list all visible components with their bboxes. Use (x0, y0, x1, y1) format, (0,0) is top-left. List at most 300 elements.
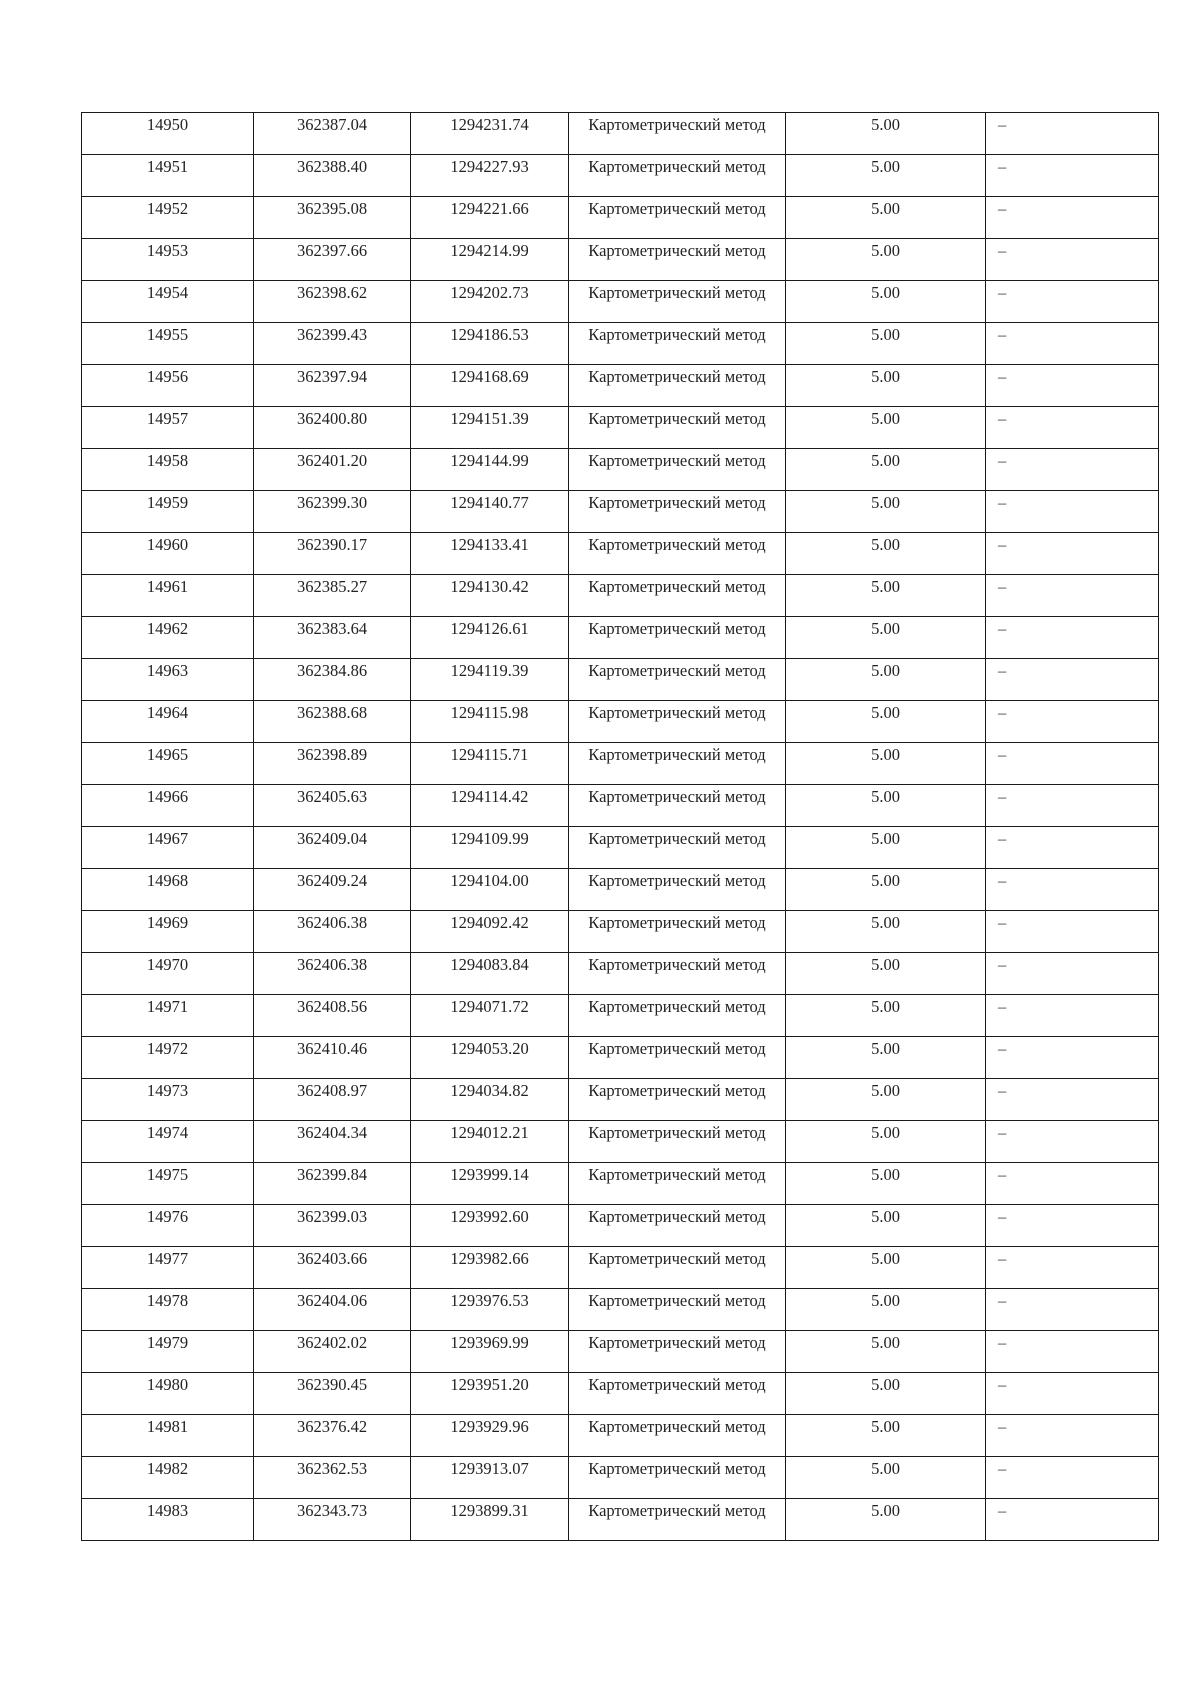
accuracy-cell-text: 5.00 (871, 1207, 900, 1226)
point-number-cell-text: 14969 (146, 913, 189, 932)
x-coordinate-cell-text: 362388.40 (296, 157, 368, 176)
x-coordinate-cell (254, 155, 411, 197)
method-cell (569, 953, 786, 995)
x-coordinate-cell (254, 1289, 411, 1331)
point-number-cell-text: 14965 (146, 745, 189, 764)
method-cell (569, 1079, 786, 1121)
y-coordinate-cell (411, 113, 569, 155)
y-coordinate-cell-text: 1294214.99 (450, 241, 529, 260)
note-cell (986, 659, 1159, 701)
x-coordinate-cell (254, 365, 411, 407)
point-number-cell-text: 14982 (146, 1459, 189, 1478)
note-cell (986, 323, 1159, 365)
x-coordinate-cell (254, 575, 411, 617)
x-coordinate-cell-text: 362387.04 (296, 115, 368, 134)
point-number-cell-text: 14983 (146, 1501, 189, 1520)
note-cell (986, 995, 1159, 1037)
y-coordinate-cell (411, 1457, 569, 1499)
y-coordinate-cell-text: 1293969.99 (450, 1333, 529, 1352)
point-number-cell (82, 617, 254, 659)
method-cell-text: Картометрический метод (588, 871, 766, 890)
table-row (82, 743, 1159, 785)
accuracy-cell-text: 5.00 (871, 115, 900, 134)
y-coordinate-cell (411, 1289, 569, 1331)
point-number-cell (82, 491, 254, 533)
x-coordinate-cell-text: 362398.62 (296, 283, 368, 302)
accuracy-cell (786, 785, 986, 827)
x-coordinate-cell-text: 362403.66 (296, 1249, 368, 1268)
table-row (82, 953, 1159, 995)
y-coordinate-cell (411, 323, 569, 365)
y-coordinate-cell-text: 1293899.31 (450, 1501, 529, 1520)
y-coordinate-cell (411, 1163, 569, 1205)
accuracy-cell-text: 5.00 (871, 409, 900, 428)
note-cell-text: – (998, 1123, 1007, 1142)
y-coordinate-cell-text: 1294133.41 (450, 535, 529, 554)
table-row (82, 155, 1159, 197)
point-number-cell (82, 1289, 254, 1331)
accuracy-cell (786, 323, 986, 365)
x-coordinate-cell (254, 1205, 411, 1247)
accuracy-cell (786, 1499, 986, 1541)
method-cell (569, 1331, 786, 1373)
note-cell-text: – (998, 661, 1007, 680)
y-coordinate-cell-text: 1293992.60 (450, 1207, 529, 1226)
accuracy-cell-text: 5.00 (871, 745, 900, 764)
note-cell (986, 281, 1159, 323)
table-row (82, 1499, 1159, 1541)
x-coordinate-cell-text: 362402.02 (296, 1333, 368, 1352)
accuracy-cell-text: 5.00 (871, 1333, 900, 1352)
accuracy-cell-text: 5.00 (871, 241, 900, 260)
accuracy-cell-text: 5.00 (871, 871, 900, 890)
accuracy-cell-text: 5.00 (871, 577, 900, 596)
note-cell-text: – (998, 1207, 1007, 1226)
accuracy-cell (786, 911, 986, 953)
method-cell-text: Картометрический метод (588, 1459, 766, 1478)
point-number-cell (82, 533, 254, 575)
note-cell (986, 869, 1159, 911)
point-number-cell (82, 953, 254, 995)
accuracy-cell (786, 239, 986, 281)
method-cell-text: Картометрический метод (588, 493, 766, 512)
method-cell-text: Картометрический метод (588, 199, 766, 218)
point-number-cell-text: 14958 (146, 451, 189, 470)
x-coordinate-cell (254, 869, 411, 911)
x-coordinate-cell (254, 197, 411, 239)
table-row (82, 785, 1159, 827)
method-cell (569, 869, 786, 911)
x-coordinate-cell-text: 362401.20 (296, 451, 368, 470)
accuracy-cell-text: 5.00 (871, 1459, 900, 1478)
method-cell-text: Картометрический метод (588, 451, 766, 470)
y-coordinate-cell-text: 1294140.77 (450, 493, 529, 512)
point-number-cell-text: 14951 (146, 157, 189, 176)
accuracy-cell (786, 491, 986, 533)
point-number-cell-text: 14955 (146, 325, 189, 344)
point-number-cell-text: 14972 (146, 1039, 189, 1058)
y-coordinate-cell (411, 995, 569, 1037)
method-cell-text: Картометрический метод (588, 535, 766, 554)
method-cell (569, 1415, 786, 1457)
accuracy-cell (786, 659, 986, 701)
x-coordinate-cell-text: 362395.08 (296, 199, 368, 218)
point-number-cell (82, 1037, 254, 1079)
point-number-cell-text: 14973 (146, 1081, 189, 1100)
x-coordinate-cell-text: 362406.38 (296, 955, 368, 974)
point-number-cell (82, 785, 254, 827)
x-coordinate-cell-text: 362383.64 (296, 619, 368, 638)
x-coordinate-cell (254, 743, 411, 785)
table-row (82, 197, 1159, 239)
table-row (82, 1289, 1159, 1331)
x-coordinate-cell-text: 362405.63 (296, 787, 368, 806)
x-coordinate-cell (254, 1415, 411, 1457)
y-coordinate-cell-text: 1293999.14 (450, 1165, 529, 1184)
method-cell (569, 533, 786, 575)
y-coordinate-cell-text: 1294119.39 (450, 661, 529, 680)
table-row (82, 911, 1159, 953)
point-number-cell-text: 14970 (146, 955, 189, 974)
accuracy-cell-text: 5.00 (871, 535, 900, 554)
point-number-cell-text: 14963 (146, 661, 189, 680)
table-row (82, 281, 1159, 323)
method-cell (569, 995, 786, 1037)
point-number-cell-text: 14977 (146, 1249, 189, 1268)
accuracy-cell-text: 5.00 (871, 997, 900, 1016)
point-number-cell (82, 1499, 254, 1541)
y-coordinate-cell (411, 491, 569, 533)
method-cell-text: Картометрический метод (588, 409, 766, 428)
method-cell-text: Картометрический метод (588, 283, 766, 302)
method-cell-text: Картометрический метод (588, 787, 766, 806)
y-coordinate-cell (411, 407, 569, 449)
x-coordinate-cell-text: 362399.84 (296, 1165, 368, 1184)
x-coordinate-cell (254, 1037, 411, 1079)
point-number-cell-text: 14953 (146, 241, 189, 260)
point-number-cell (82, 575, 254, 617)
y-coordinate-cell (411, 449, 569, 491)
table-row (82, 1121, 1159, 1163)
point-number-cell-text: 14960 (146, 535, 189, 554)
accuracy-cell (786, 701, 986, 743)
point-number-cell (82, 113, 254, 155)
table-row (82, 491, 1159, 533)
x-coordinate-cell-text: 362362.53 (296, 1459, 368, 1478)
method-cell-text: Картометрический метод (588, 1291, 766, 1310)
point-number-cell (82, 281, 254, 323)
note-cell-text: – (998, 283, 1007, 302)
method-cell (569, 701, 786, 743)
method-cell-text: Картометрический метод (588, 241, 766, 260)
table-row (82, 659, 1159, 701)
point-number-cell-text: 14981 (146, 1417, 189, 1436)
point-number-cell (82, 1163, 254, 1205)
note-cell-text: – (998, 1039, 1007, 1058)
note-cell (986, 1289, 1159, 1331)
method-cell (569, 1163, 786, 1205)
method-cell-text: Картометрический метод (588, 1123, 766, 1142)
note-cell (986, 743, 1159, 785)
note-cell-text: – (998, 871, 1007, 890)
y-coordinate-cell (411, 239, 569, 281)
method-cell-text: Картометрический метод (588, 703, 766, 722)
x-coordinate-cell-text: 362408.97 (296, 1081, 368, 1100)
accuracy-cell-text: 5.00 (871, 283, 900, 302)
y-coordinate-cell (411, 953, 569, 995)
note-cell-text: – (998, 1081, 1007, 1100)
y-coordinate-cell (411, 1373, 569, 1415)
table-row (82, 1457, 1159, 1499)
y-coordinate-cell (411, 365, 569, 407)
point-number-cell (82, 827, 254, 869)
point-number-cell (82, 743, 254, 785)
note-cell (986, 491, 1159, 533)
accuracy-cell (786, 1373, 986, 1415)
note-cell (986, 407, 1159, 449)
accuracy-cell (786, 1163, 986, 1205)
note-cell-text: – (998, 703, 1007, 722)
note-cell-text: – (998, 241, 1007, 260)
method-cell-text: Картометрический метод (588, 1417, 766, 1436)
x-coordinate-cell-text: 362385.27 (296, 577, 368, 596)
x-coordinate-cell-text: 362397.94 (296, 367, 368, 386)
note-cell-text: – (998, 1165, 1007, 1184)
accuracy-cell (786, 1457, 986, 1499)
point-number-cell-text: 14967 (146, 829, 189, 848)
y-coordinate-cell (411, 281, 569, 323)
accuracy-cell-text: 5.00 (871, 1165, 900, 1184)
y-coordinate-cell-text: 1294221.66 (450, 199, 529, 218)
method-cell (569, 113, 786, 155)
y-coordinate-cell-text: 1294115.71 (450, 745, 529, 764)
y-coordinate-cell (411, 827, 569, 869)
point-number-cell-text: 14962 (146, 619, 189, 638)
x-coordinate-cell (254, 113, 411, 155)
method-cell (569, 827, 786, 869)
accuracy-cell-text: 5.00 (871, 619, 900, 638)
y-coordinate-cell-text: 1294114.42 (450, 787, 529, 806)
y-coordinate-cell-text: 1294083.84 (450, 955, 529, 974)
method-cell (569, 1457, 786, 1499)
point-number-cell-text: 14950 (146, 115, 189, 134)
note-cell (986, 575, 1159, 617)
table-row (82, 323, 1159, 365)
method-cell-text: Картометрический метод (588, 913, 766, 932)
method-cell-text: Картометрический метод (588, 157, 766, 176)
x-coordinate-cell (254, 1247, 411, 1289)
table-row (82, 995, 1159, 1037)
y-coordinate-cell-text: 1294012.21 (450, 1123, 529, 1142)
x-coordinate-cell-text: 362404.06 (296, 1291, 368, 1310)
x-coordinate-cell (254, 659, 411, 701)
method-cell (569, 1205, 786, 1247)
x-coordinate-cell-text: 362388.68 (296, 703, 368, 722)
x-coordinate-cell (254, 911, 411, 953)
method-cell-text: Картометрический метод (588, 955, 766, 974)
method-cell-text: Картометрический метод (588, 661, 766, 680)
x-coordinate-cell (254, 1121, 411, 1163)
method-cell (569, 1289, 786, 1331)
table-row (82, 533, 1159, 575)
note-cell-text: – (998, 115, 1007, 134)
note-cell (986, 1373, 1159, 1415)
x-coordinate-cell (254, 617, 411, 659)
note-cell-text: – (998, 787, 1007, 806)
point-number-cell (82, 1457, 254, 1499)
accuracy-cell-text: 5.00 (871, 955, 900, 974)
y-coordinate-cell-text: 1293982.66 (450, 1249, 529, 1268)
accuracy-cell-text: 5.00 (871, 157, 900, 176)
point-number-cell (82, 365, 254, 407)
method-cell-text: Картометрический метод (588, 577, 766, 596)
y-coordinate-cell (411, 1499, 569, 1541)
point-number-cell-text: 14964 (146, 703, 189, 722)
accuracy-cell (786, 1415, 986, 1457)
y-coordinate-cell-text: 1293951.20 (450, 1375, 529, 1394)
table-row (82, 827, 1159, 869)
note-cell-text: – (998, 997, 1007, 1016)
table-row (82, 449, 1159, 491)
method-cell (569, 407, 786, 449)
method-cell (569, 1037, 786, 1079)
x-coordinate-cell (254, 1079, 411, 1121)
point-number-cell-text: 14959 (146, 493, 189, 512)
accuracy-cell-text: 5.00 (871, 661, 900, 680)
point-number-cell-text: 14957 (146, 409, 189, 428)
x-coordinate-cell-text: 362404.34 (296, 1123, 368, 1142)
table-row (82, 1205, 1159, 1247)
y-coordinate-cell (411, 155, 569, 197)
x-coordinate-cell-text: 362399.43 (296, 325, 368, 344)
method-cell (569, 155, 786, 197)
accuracy-cell-text: 5.00 (871, 367, 900, 386)
note-cell-text: – (998, 451, 1007, 470)
accuracy-cell (786, 407, 986, 449)
accuracy-cell-text: 5.00 (871, 829, 900, 848)
note-cell (986, 953, 1159, 995)
x-coordinate-cell-text: 362376.42 (296, 1417, 368, 1436)
note-cell (986, 1037, 1159, 1079)
y-coordinate-cell (411, 743, 569, 785)
table-row (82, 869, 1159, 911)
x-coordinate-cell (254, 407, 411, 449)
note-cell (986, 449, 1159, 491)
y-coordinate-cell-text: 1294053.20 (450, 1039, 529, 1058)
note-cell-text: – (998, 493, 1007, 512)
point-number-cell (82, 1121, 254, 1163)
table-row (82, 1079, 1159, 1121)
accuracy-cell (786, 449, 986, 491)
point-number-cell (82, 197, 254, 239)
x-coordinate-cell (254, 281, 411, 323)
point-number-cell (82, 1415, 254, 1457)
method-cell-text: Картометрический метод (588, 1375, 766, 1394)
coordinates-table (81, 112, 1159, 1541)
method-cell-text: Картометрический метод (588, 367, 766, 386)
y-coordinate-cell (411, 533, 569, 575)
table-row (82, 1163, 1159, 1205)
point-number-cell-text: 14979 (146, 1333, 189, 1352)
note-cell-text: – (998, 619, 1007, 638)
method-cell-text: Картометрический метод (588, 745, 766, 764)
accuracy-cell-text: 5.00 (871, 451, 900, 470)
y-coordinate-cell (411, 617, 569, 659)
point-number-cell (82, 1079, 254, 1121)
y-coordinate-cell (411, 1415, 569, 1457)
point-number-cell-text: 14966 (146, 787, 189, 806)
accuracy-cell (786, 1079, 986, 1121)
note-cell-text: – (998, 409, 1007, 428)
y-coordinate-cell-text: 1293976.53 (450, 1291, 529, 1310)
x-coordinate-cell-text: 362409.24 (296, 871, 368, 890)
accuracy-cell (786, 743, 986, 785)
note-cell (986, 785, 1159, 827)
note-cell (986, 1079, 1159, 1121)
point-number-cell (82, 1331, 254, 1373)
x-coordinate-cell-text: 362399.03 (296, 1207, 368, 1226)
y-coordinate-cell-text: 1294115.98 (450, 703, 529, 722)
method-cell-text: Картометрический метод (588, 115, 766, 134)
y-coordinate-cell-text: 1294144.99 (450, 451, 529, 470)
y-coordinate-cell (411, 785, 569, 827)
x-coordinate-cell-text: 362400.80 (296, 409, 368, 428)
y-coordinate-cell-text: 1294092.42 (450, 913, 529, 932)
accuracy-cell (786, 155, 986, 197)
x-coordinate-cell (254, 785, 411, 827)
note-cell (986, 617, 1159, 659)
y-coordinate-cell-text: 1294130.42 (450, 577, 529, 596)
point-number-cell (82, 911, 254, 953)
y-coordinate-cell (411, 659, 569, 701)
accuracy-cell (786, 1247, 986, 1289)
note-cell (986, 1415, 1159, 1457)
point-number-cell (82, 701, 254, 743)
point-number-cell-text: 14968 (146, 871, 189, 890)
x-coordinate-cell-text: 362390.45 (296, 1375, 368, 1394)
note-cell (986, 533, 1159, 575)
accuracy-cell (786, 1121, 986, 1163)
table-row (82, 1331, 1159, 1373)
x-coordinate-cell-text: 362399.30 (296, 493, 368, 512)
note-cell (986, 113, 1159, 155)
note-cell-text: – (998, 913, 1007, 932)
x-coordinate-cell (254, 449, 411, 491)
y-coordinate-cell-text: 1294126.61 (450, 619, 529, 638)
note-cell (986, 827, 1159, 869)
note-cell-text: – (998, 199, 1007, 218)
y-coordinate-cell-text: 1294202.73 (450, 283, 529, 302)
y-coordinate-cell-text: 1293929.96 (450, 1417, 529, 1436)
method-cell (569, 281, 786, 323)
note-cell-text: – (998, 367, 1007, 386)
note-cell-text: – (998, 1291, 1007, 1310)
method-cell (569, 365, 786, 407)
method-cell-text: Картометрический метод (588, 325, 766, 344)
table-row (82, 617, 1159, 659)
method-cell (569, 197, 786, 239)
table-row (82, 1415, 1159, 1457)
note-cell-text: – (998, 829, 1007, 848)
y-coordinate-cell-text: 1294071.72 (450, 997, 529, 1016)
accuracy-cell-text: 5.00 (871, 787, 900, 806)
method-cell-text: Картометрический метод (588, 997, 766, 1016)
point-number-cell (82, 239, 254, 281)
accuracy-cell-text: 5.00 (871, 1501, 900, 1520)
y-coordinate-cell (411, 1247, 569, 1289)
note-cell-text: – (998, 325, 1007, 344)
accuracy-cell-text: 5.00 (871, 913, 900, 932)
